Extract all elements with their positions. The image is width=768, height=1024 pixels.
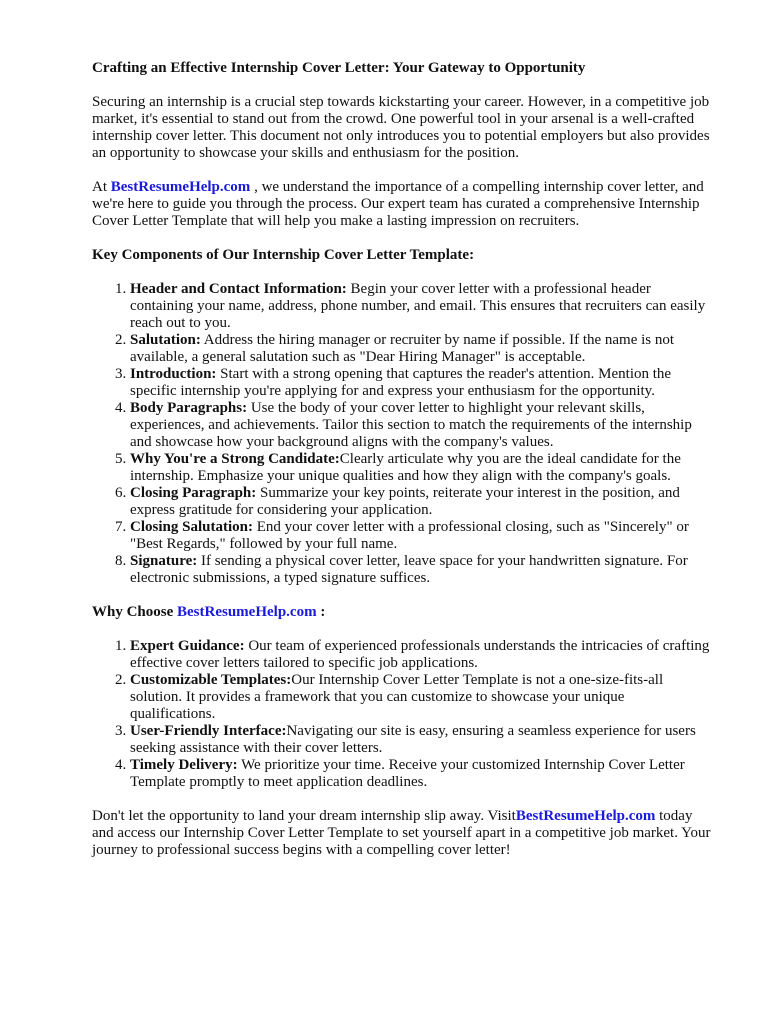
list-item-term: Introduction: (130, 366, 217, 382)
company-paragraph (92, 179, 712, 230)
components-list (92, 281, 712, 587)
closing-prefix: Don't let the opportunity to land your dream internship slip away. Visit (92, 808, 516, 824)
list-item (130, 451, 712, 485)
closing-paragraph (92, 808, 712, 859)
list-item (130, 332, 712, 366)
why-choose-heading (92, 604, 712, 621)
bestresumehelp-link[interactable]: BestResumeHelp.com (110, 179, 251, 195)
list-item-term: Body Paragraphs: (130, 400, 248, 416)
list-item (130, 281, 712, 332)
list-item-term: Salutation: (130, 332, 201, 348)
why-choose-suffix: : (316, 604, 326, 620)
list-item-term: Why You're a Strong Candidate: (130, 451, 340, 467)
list-item-text: Navigating our site is easy, ensuring a seamless experience for users seeking assistance with their cover letters. (130, 723, 696, 756)
list-item-term: Signature: (130, 553, 198, 569)
list-item-text: End your cover letter with a professional closing, such as "Sincerely" or "Best Regards," followed by your full name. (130, 519, 689, 552)
list-item-term: Expert Guidance: (130, 638, 245, 654)
list-item-term: Header and Contact Information: (130, 281, 347, 297)
components-heading: Key Components of Our Internship Cover Letter Template: (92, 247, 475, 263)
list-item-text: We prioritize your time. Receive your customized Internship Cover Letter Template promptly to meet application deadlines. (130, 757, 685, 790)
bestresumehelp-link[interactable]: BestResumeHelp.com (177, 604, 317, 620)
document-title: Crafting an Effective Internship Cover Letter: Your Gateway to Opportunity (92, 60, 586, 76)
list-item-text: Start with a strong opening that captures the reader's attention. Mention the specific internship you're applying for and express your enthusiasm for the opportunity. (130, 366, 672, 399)
list-item-text: Our team of experienced professionals understands the intricacies of crafting effective cover letters tailored to specific job applications. (130, 638, 710, 671)
list-item-term: User-Friendly Interface: (130, 723, 287, 739)
list-item-text: If sending a physical cover letter, leave space for your handwritten signature. For electronic submissions, a typed signature suffices. (130, 553, 688, 586)
list-item (130, 366, 712, 400)
list-item-term: Closing Paragraph: (130, 485, 257, 501)
company-paragraph-text: , we understand the importance of a compelling internship cover letter, and we're here to guide you through the process. Our expert team has curated a comprehensive Internship Cover Letter Template that will help you make a lasting impression on recruiters. (92, 179, 704, 229)
list-item (130, 400, 712, 451)
list-item-term: Timely Delivery: (130, 757, 238, 773)
list-item (130, 519, 712, 553)
list-item (130, 723, 712, 757)
company-paragraph-prefix: At (92, 179, 111, 195)
list-item-term: Closing Salutation: (130, 519, 253, 535)
why-choose-prefix: Why Choose (92, 604, 178, 620)
list-item-text: Use the body of your cover letter to highlight your relevant skills, experiences, and achievements. Tailor this section to match the requirements of the internship and showcase how your background aligns with the company's values. (130, 400, 692, 450)
list-item-term: Customizable Templates: (130, 672, 292, 688)
reasons-list (92, 638, 712, 791)
list-item (130, 757, 712, 791)
bestresumehelp-link[interactable]: BestResumeHelp.com (515, 808, 656, 824)
closing-text: today and access our Internship Cover Letter Template to set yourself apart in a competitive job market. Your journey to professional success begins with a compelling cover letter! (92, 808, 711, 858)
list-item (130, 485, 712, 519)
list-item (130, 638, 712, 672)
list-item-text: Address the hiring manager or recruiter by name if possible. If the name is not available, a general salutation such as "Dear Hiring Manager" is acceptable. (130, 332, 675, 365)
list-item-text: Begin your cover letter with a professional header containing your name, address, phone number, and email. This ensures that recruiters can easily reach out to you. (130, 281, 706, 331)
intro-paragraph: Securing an internship is a crucial step towards kickstarting your career. However, in a competitive job market, it's essential to stand out from the crowd. One powerful tool in your arsenal is a well-crafted internship cover letter. This document not only introduces you to potential employers but also provides an opportunity to showcase your skills and enthusiasm for the position. (92, 94, 710, 161)
list-item-text: Clearly articulate why you are the ideal candidate for the internship. Emphasize your unique qualities and how they align with the company's goals. (130, 451, 681, 484)
list-item (130, 553, 712, 587)
list-item-text: Our Internship Cover Letter Template is not a one-size-fits-all solution. It provides a framework that you can customize to showcase your unique qualifications. (130, 672, 664, 722)
list-item (130, 672, 712, 723)
list-item-text: Summarize your key points, reiterate your interest in the position, and express gratitude for considering your application. (130, 485, 680, 518)
